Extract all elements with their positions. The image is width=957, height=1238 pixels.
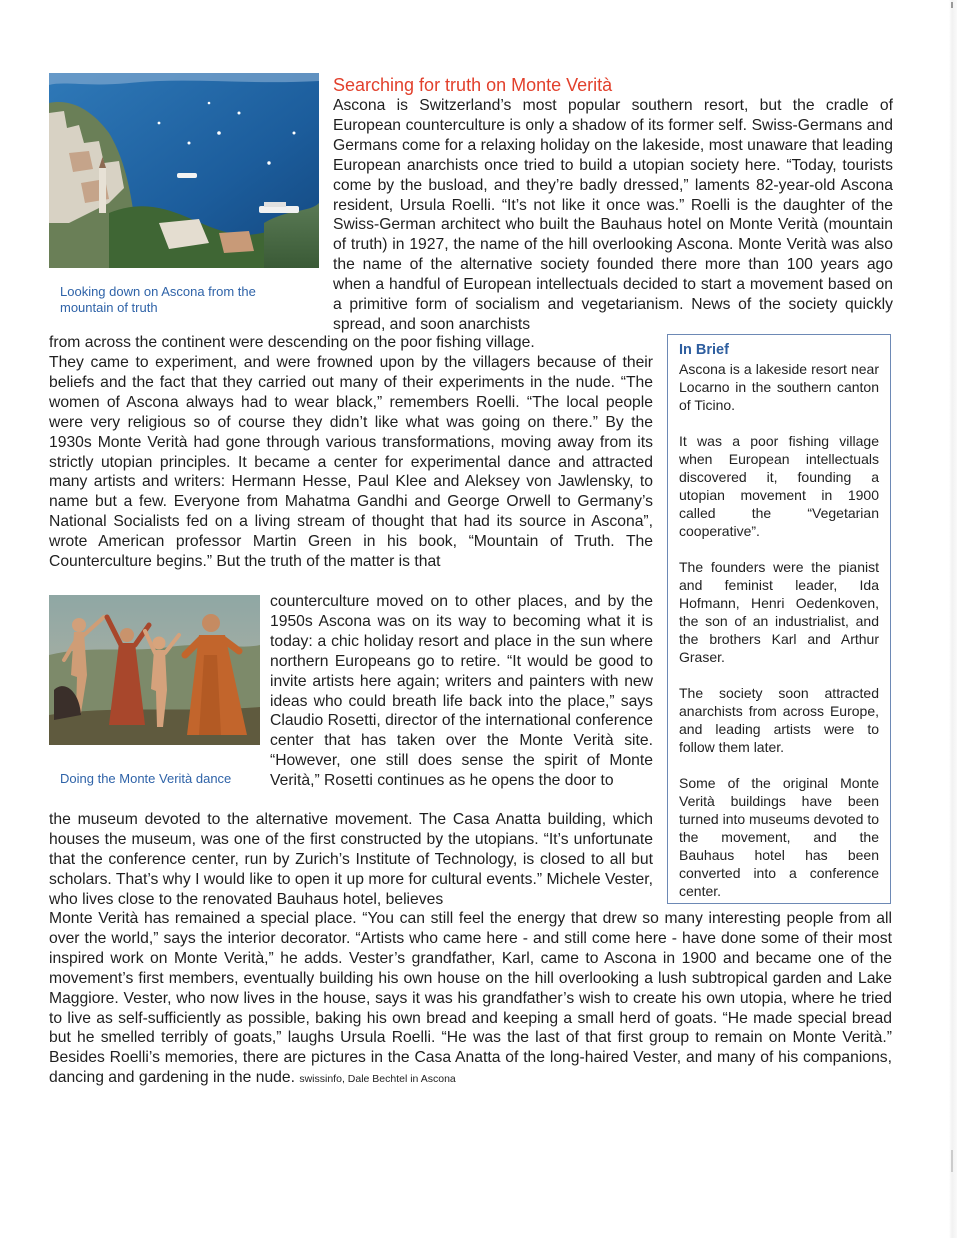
photo1-caption: Looking down on Ascona from the mountain of truth [60,284,256,315]
article-fullwidth-line: from across the continent were descending on the poor fishing village. [49,334,535,351]
in-brief-item: It was a poor fishing village when European intellectuals discovered it, founding a utopian movement in 1900 called the “Vegetarian cooperative”. [679,433,879,539]
in-brief-box [667,334,891,904]
in-brief-title: In Brief [679,342,729,358]
article-credit: swissinfo, Dale Bechtel in Ascona [299,1073,456,1086]
article-column-left: They came to experiment, and were frowned upon by the villagers because of their beliefs and the fact that they carried out many of their experiments in the nude. “The women of Ascona always had to wear black,” remembers Roelli. “The local people were very religious so of course they didn’t like what was going on there.” By the 1930s Monte Verità had gone through various transformations, moving away from its strictly utopian principles. It became a center for experimental dance and attracted many artists and writers: Hermann Hesse, Paul Klee and Aleksey von Jawlensky, to name but a few. Everyone from Mahatma Gandhi and George Orwell to Germany’s National Socialists fed on a living stream of thought that had its source in Ascona”, wrote American professor Martin Green in his book, “Mountain of Truth. The Counterculture begins.” But the truth of the matter is that [49,354,653,571]
article-column-lower: the museum devoted to the alternative movement. The Casa Anatta building, which houses the museum, was one of the first constructed by the utopians. “It’s unfortunate that the conference center, run by Zurich’s Institute of Technology, is closed to all but scholars. That’s why I would like to open it up more for cultural events.” Michele Vester, who lives close to the renovated Bauhaus hotel, believes [49,811,653,908]
scanned-page-edge [949,0,957,1238]
in-brief-item: The society soon attracted anarchists from across Europe, and leading artists were to follow them later. [679,685,879,755]
article-headline: Searching for truth on Monte Verità [333,75,613,95]
monte-verita-dance-photo [49,595,260,745]
in-brief-item: The founders were the pianist and feminist leader, Ida Hofmann, Henri Oedenkoven, the son of an industrialist, and the brothers Karl and Arthur Graser. [679,559,879,665]
ascona-lake-photo [49,73,319,268]
article-column-middle: counterculture moved on to other places, and by the 1950s Ascona was on its way to becoming what it is today: a chic holiday resort and place in the sun where northern Europeans go to retire. “It would be good to invite artists here again; writers and painters with new ideas who could breath life back into the place,” says Claudio Rosetti, director of the international conference center that has taken over the Monte Verità site. “However, one still does sense the spirit of Monte Verità,” Rosetti continues as he opens the door to [270,593,653,790]
in-brief-item: Ascona is a lakeside resort near Locarno in the southern canton of Ticino. [679,361,879,413]
article-final-text: Monte Verità has remained a special place. “You can still feel the energy that drew so many interesting people from all over the world,” says the interior decorator. “Artists who came here - and still come here - have done some of their most inspired work on Monte Verità,” he adds. Vester’s grandfather, Karl, came to Ascona in 1900 and became one of the movement’s first members, eventually building his own house on the hill overlooking a lush subtropical garden and Lake Maggiore. Vester, who now lives in the house, says it was his grandfather’s wish to create his own utopia, where he tried to live as self-sufficiently as possible, baking his own bread and keeping a small herd of goats. “He made special bread but he smelled terribly of goats,” laughs Ursula Roelli. “He was the last of that first group to remain on Monte Verità.” Besides Roelli’s memories, there are pictures in the Casa Anatta of the long-haired Vester, and many of his companions, dancing and gardening in the nude. [49,910,892,1087]
article-final-paragraph [49,909,892,1090]
photo2-caption: Doing the Monte Verità dance [60,771,232,786]
in-brief-item: Some of the original Monte Verità buildings have been turned into museums devoted to the movement, and the Bauhaus hotel has been converted into a conference center. [679,775,880,899]
article-intro: Ascona is Switzerland’s most popular southern resort, but the cradle of European counterculture is only a shadow of its former self. Swiss-Germans and Germans come for a relaxing holiday on the lakeside, most unaware that leading European anarchists once tried to build a utopian society here. “Today, tourists come by the busload, and they’re badly dressed,” laments 82-year-old Ascona resident, Ursula Roelli. “It’s not like it once was.” Roelli is the daughter of the Swiss-German architect who built the Bauhaus hotel on Monte Verità (mountain of truth) in 1927, the name of the hill overlooking Ascona. Monte Verità was also the name of the alternative society founded there more than 100 years ago when a handful of European intellectuals decided to start a movement based on a primitive form of socialism and vegetarianism. News of the society quickly spread, and soon anarchists [333,97,893,333]
